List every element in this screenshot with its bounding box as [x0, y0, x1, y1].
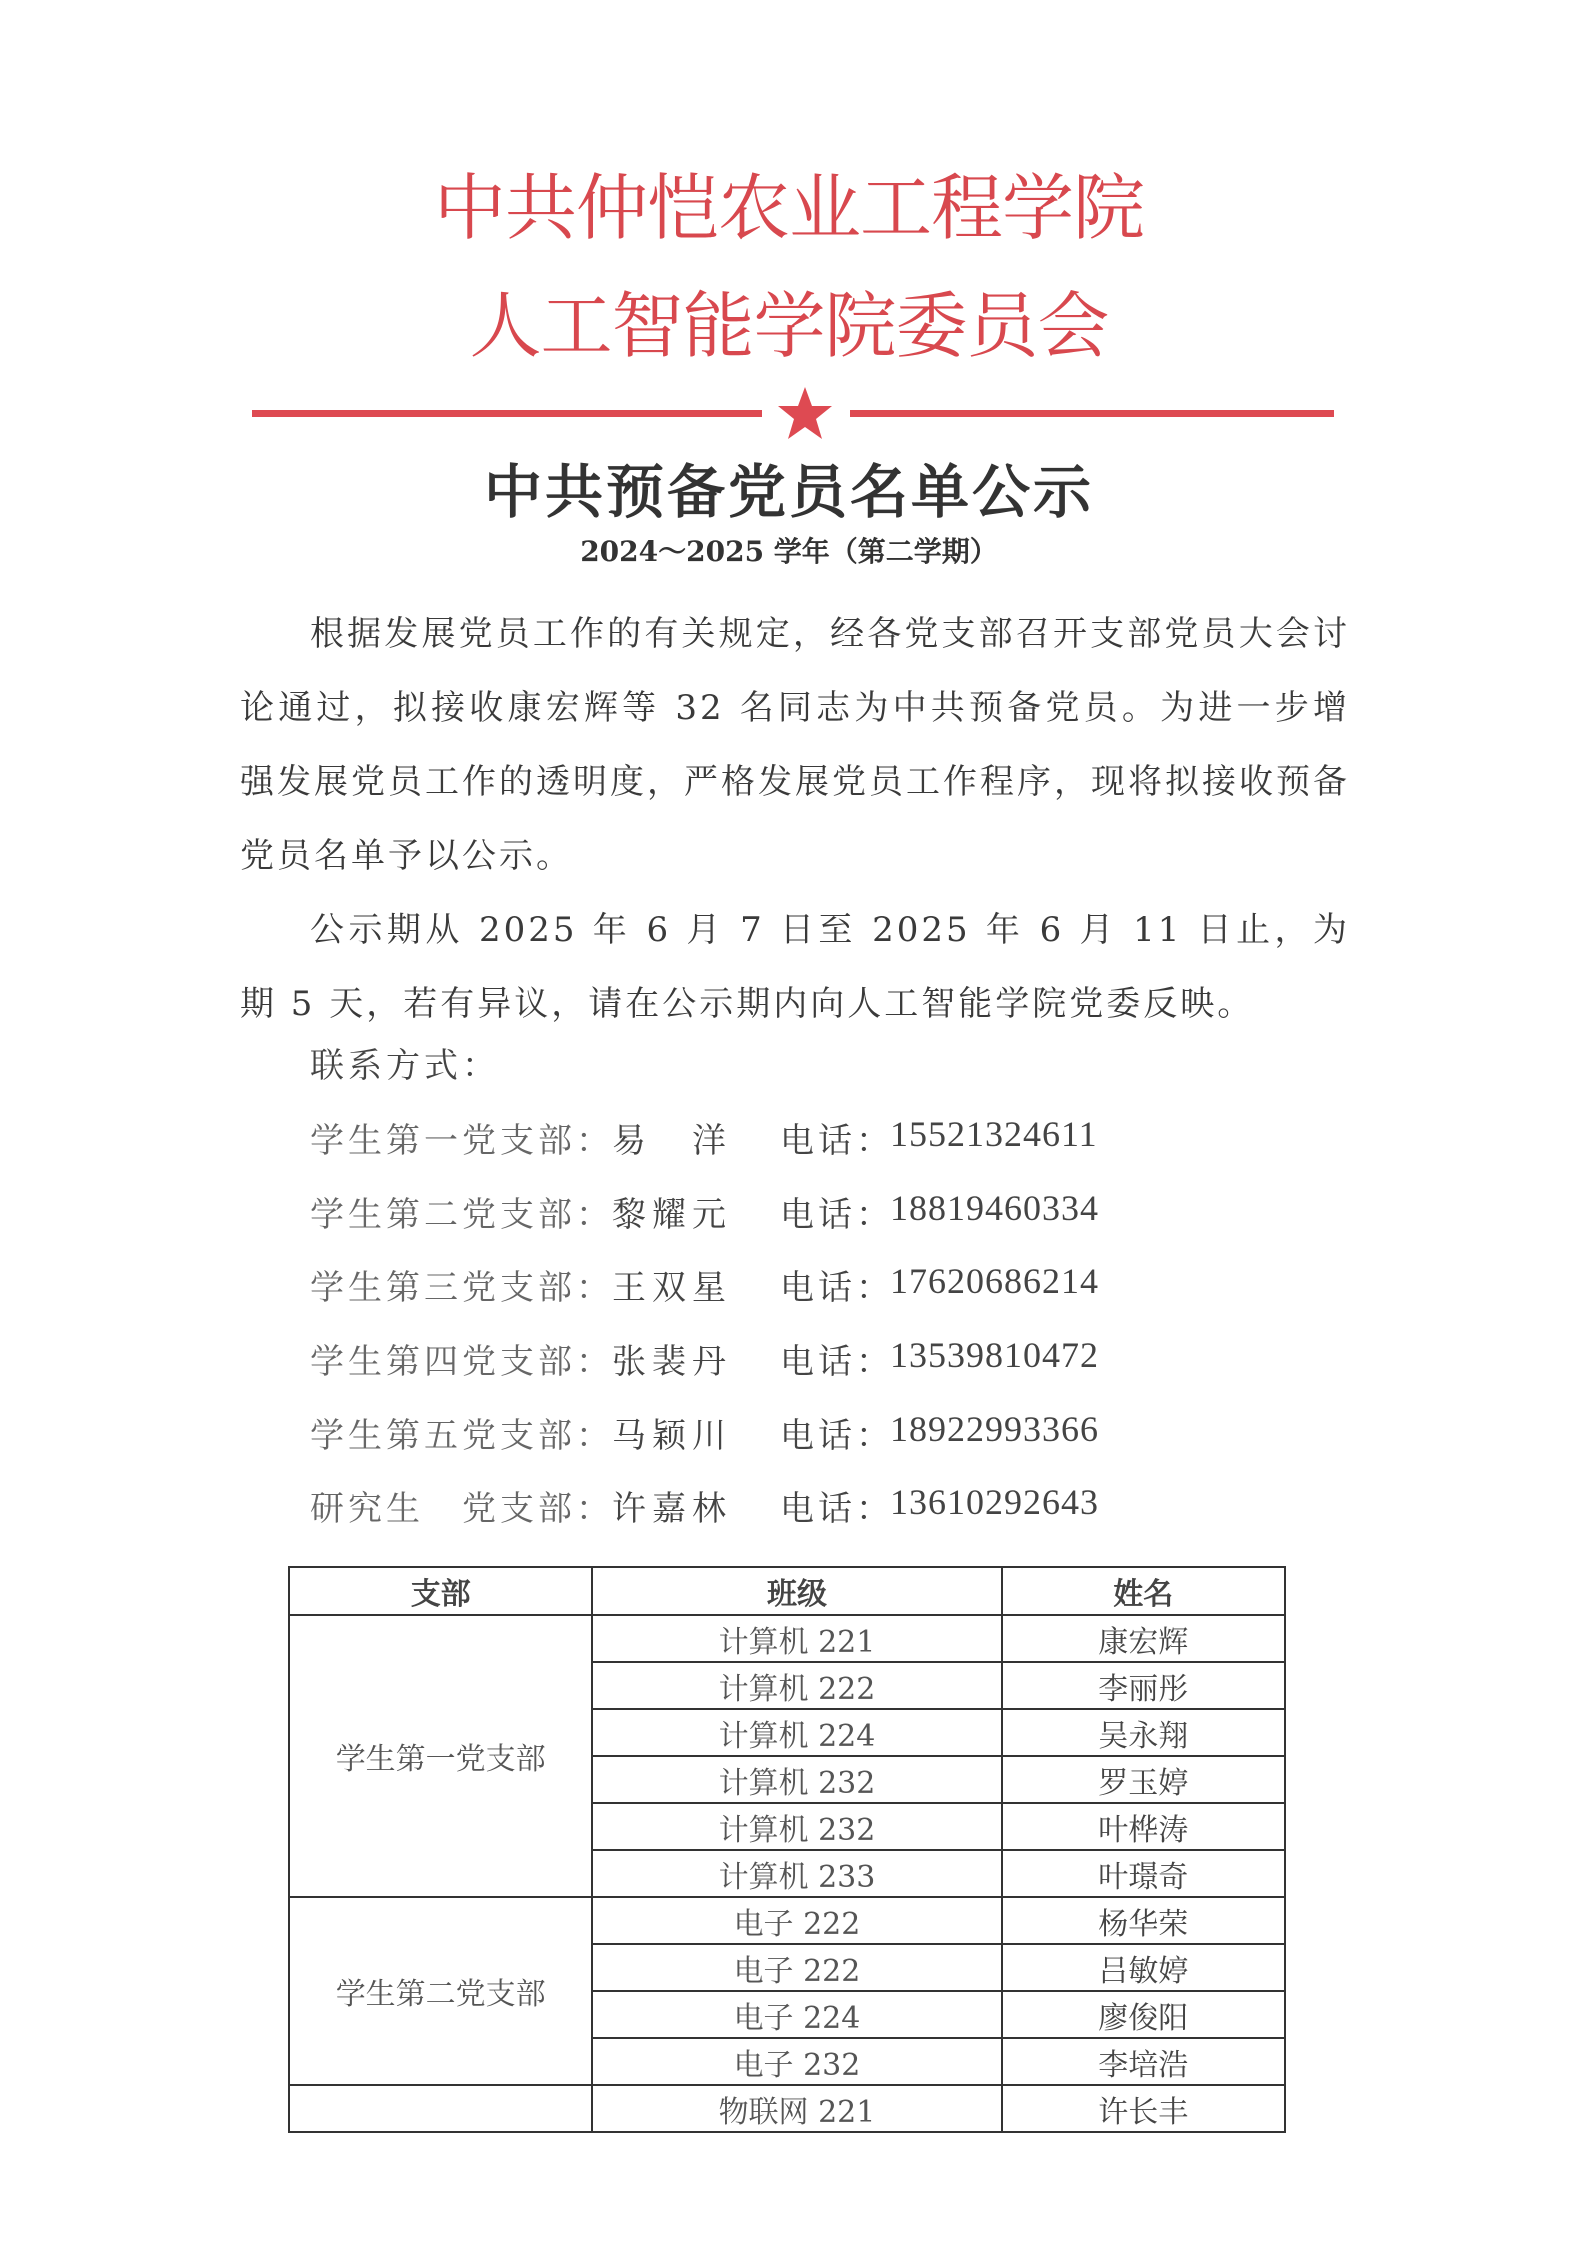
header-divider-left	[252, 410, 762, 417]
cell-class: 电子 222	[592, 1897, 1001, 1944]
candidate-table	[288, 1566, 1286, 2133]
contact-phone-label: 电话：	[780, 1195, 894, 1235]
cell-class: 计算机 224	[592, 1709, 1001, 1756]
table-row	[289, 1615, 1285, 1662]
cell-name: 叶桦涛	[1002, 1803, 1285, 1850]
header-org-line1: 中共仲恺农业工程学院	[433, 166, 1144, 250]
table-row	[289, 2085, 1285, 2132]
cell-name: 吕敏婷	[1002, 1944, 1285, 1991]
column-header-class: 班级	[592, 1567, 1001, 1615]
contact-phone-number: 18922993366	[890, 1409, 1099, 1449]
contact-person: 马颖川	[612, 1416, 732, 1456]
cell-name: 许长丰	[1002, 2085, 1285, 2132]
notice-paragraph-1: 根据发展党员工作的有关规定，经各党支部召开支部党员大会讨论通过，拟接收康宏辉等 32 名同志为中共预备党员。为进一步增强发展党员工作的透明度，严格发展党员工作程序，现将拟接收预备党员名单予以公示。	[240, 614, 1350, 876]
cell-name: 廖俊阳	[1002, 1991, 1285, 2038]
contact-branch: 学生第二党支部：	[310, 1195, 614, 1235]
contact-person: 王双星	[612, 1268, 732, 1308]
notice-subtitle: 2024～2025 学年（第二学期）	[580, 535, 998, 568]
cell-class: 电子 222	[592, 1944, 1001, 1991]
cell-class: 计算机 221	[592, 1615, 1001, 1662]
contact-phone-label: 电话：	[780, 1489, 894, 1529]
table-body	[289, 1615, 1285, 2132]
contact-phone-number: 13539810472	[890, 1335, 1099, 1375]
cell-class: 电子 232	[592, 2038, 1001, 2085]
contact-branch: 学生第五党支部：	[310, 1416, 614, 1456]
column-header-branch: 支部	[289, 1567, 592, 1615]
table-header-row	[289, 1567, 1285, 1615]
cell-class: 物联网 221	[592, 2085, 1001, 2132]
cell-name: 李培浩	[1002, 2038, 1285, 2085]
cell-name: 吴永翔	[1002, 1709, 1285, 1756]
contact-phone-label: 电话：	[780, 1416, 894, 1456]
cell-class: 计算机 232	[592, 1756, 1001, 1803]
contact-phone-label: 电话：	[780, 1342, 894, 1382]
cell-name: 李丽彤	[1002, 1662, 1285, 1709]
contact-person: 黎耀元	[612, 1195, 732, 1235]
cell-name: 康宏辉	[1002, 1615, 1285, 1662]
cell-class: 计算机 232	[592, 1803, 1001, 1850]
cell-name: 罗玉婷	[1002, 1756, 1285, 1803]
cell-branch: 学生第一党支部	[289, 1615, 592, 1897]
contact-person: 张裴丹	[612, 1342, 732, 1382]
contact-branch: 学生第四党支部：	[310, 1342, 614, 1382]
header-divider-right	[850, 410, 1334, 417]
contact-person: 许嘉林	[612, 1489, 732, 1529]
contact-person: 易 洋	[612, 1121, 732, 1161]
contact-phone-number: 15521324611	[890, 1114, 1098, 1154]
header-org-line2: 人工智能学院委员会	[469, 284, 1109, 368]
cell-name: 叶璟奇	[1002, 1850, 1285, 1897]
notice-title: 中共预备党员名单公示	[483, 458, 1094, 526]
contact-branch: 学生第三党支部：	[310, 1268, 614, 1308]
contact-phone-label: 电话：	[780, 1121, 894, 1161]
cell-branch	[289, 2085, 592, 2132]
contact-phone-number: 13610292643	[890, 1482, 1099, 1522]
cell-name: 杨华荣	[1002, 1897, 1285, 1944]
notice-paragraph-2: 公示期从 2025 年 6 月 7 日至 2025 年 6 月 11 日止，为期 5 天，若有异议，请在公示期内向人工智能学院党委反映。	[240, 910, 1350, 1024]
cell-class: 计算机 233	[592, 1850, 1001, 1897]
contact-branch: 研究生 党支部：	[310, 1489, 614, 1529]
contact-phone-label: 电话：	[780, 1268, 894, 1308]
cell-class: 计算机 222	[592, 1662, 1001, 1709]
contact-label: 联系方式：	[310, 1046, 500, 1086]
contact-branch: 学生第一党支部：	[310, 1121, 614, 1161]
red-star-icon	[775, 383, 835, 443]
contact-phone-number: 17620686214	[890, 1261, 1099, 1301]
cell-class: 电子 224	[592, 1991, 1001, 2038]
table-row	[289, 1897, 1285, 1944]
cell-branch: 学生第二党支部	[289, 1897, 592, 2085]
contact-phone-number: 18819460334	[890, 1188, 1099, 1228]
column-header-name: 姓名	[1002, 1567, 1285, 1615]
